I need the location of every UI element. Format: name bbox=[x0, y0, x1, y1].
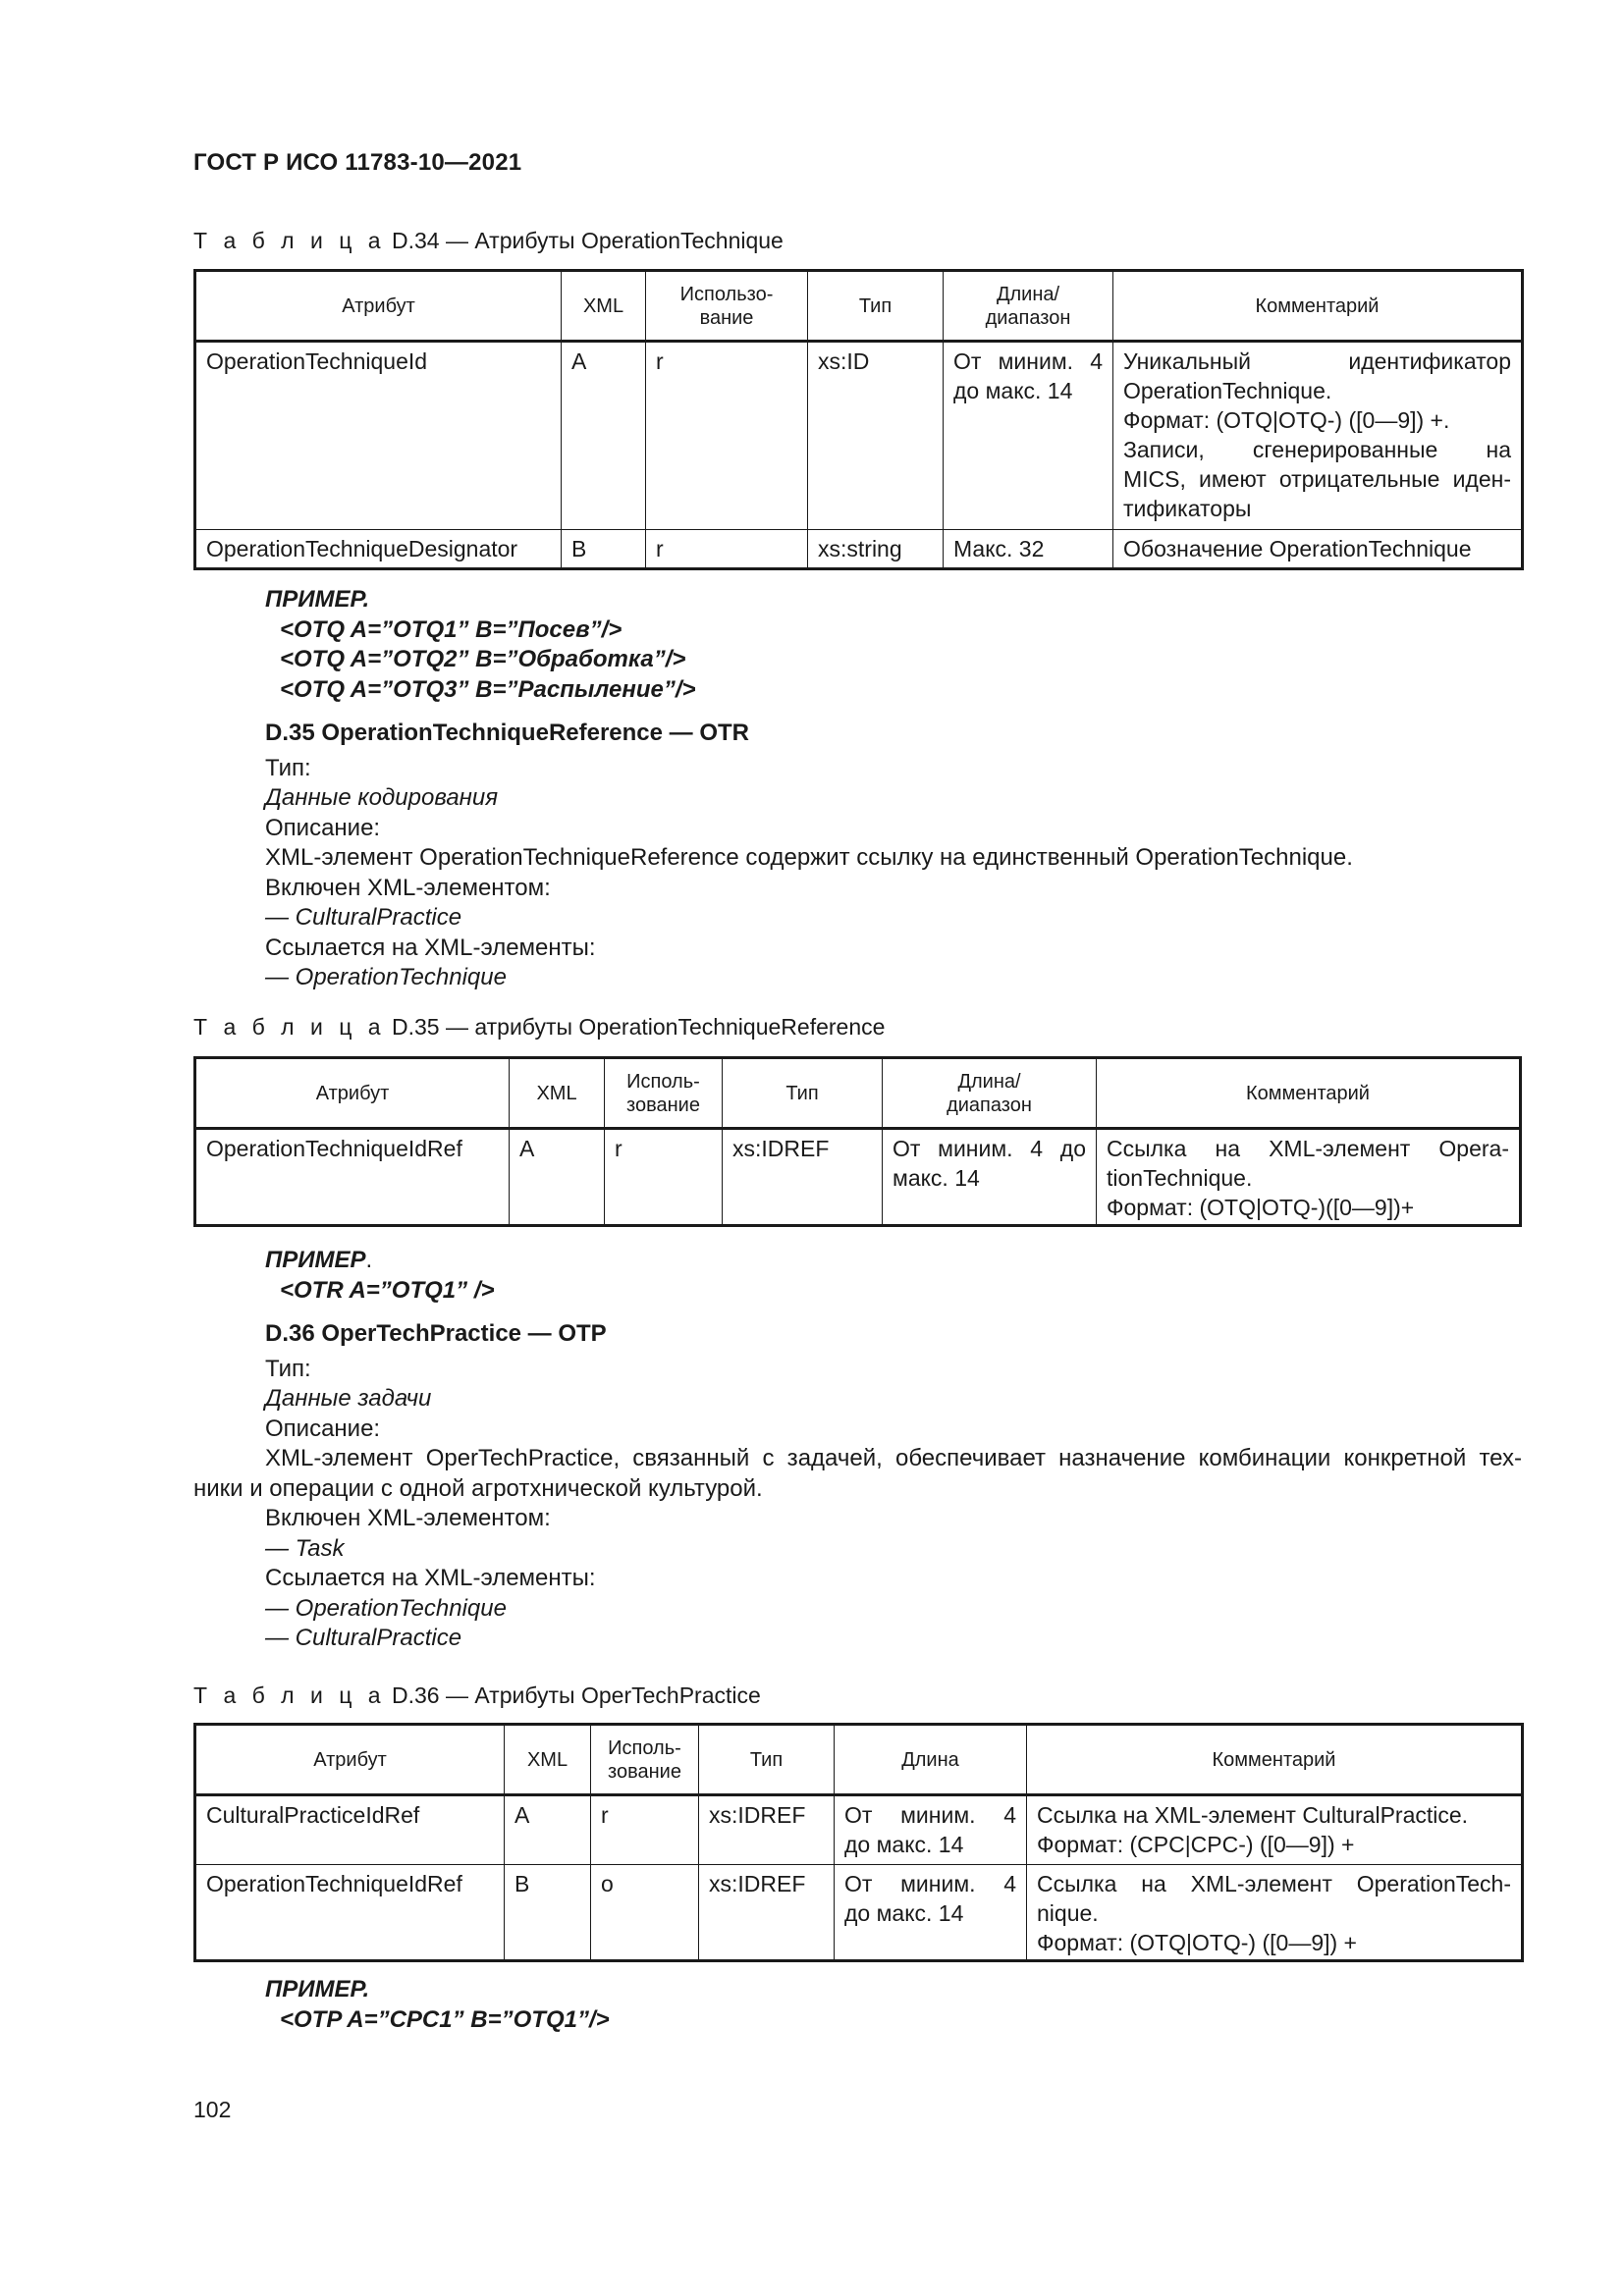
table-header-row bbox=[195, 1058, 1521, 1129]
table-cell: Макс. 32 bbox=[944, 530, 1113, 569]
example-code-line: <OTR A=”OTQ1” /> bbox=[280, 1276, 495, 1304]
col-header: Использо- вание bbox=[646, 271, 808, 342]
table-cell: r bbox=[591, 1795, 699, 1865]
table-cell: A bbox=[510, 1129, 605, 1226]
table-cell-comment: Ссылка на XML-элемент OperationTech- nique. Формат: (OTQ|OTQ-) ([0—9]) + bbox=[1027, 1865, 1523, 1961]
included-label: Включен XML-элементом: bbox=[265, 1505, 551, 1531]
section-text-2: ПРИМЕР. <OTR A=”OTQ1” /> D.36 OperTechPractice — OTP Тип: Данные задачи Описание: XML-элемент OperTechPractice, связанный с задачей, обеспечивает назначение комбинации конкретной тех- ники и операции с одной агротхнической культурой. Включен XML-элементом: — Task Ссылается на XML-элементы: — OperationTechnique — CulturalPractice bbox=[265, 1246, 1522, 1654]
table-caption-d36: Т а б л и ц а D.36 — Атрибуты OperTechPractice bbox=[193, 1682, 761, 1708]
col-header: Атрибут bbox=[195, 1058, 510, 1129]
refs-label: Ссылается на XML-элементы: bbox=[265, 934, 596, 961]
page-number: 102 bbox=[193, 2097, 232, 2122]
table-cell: OperationTechniqueIdRef bbox=[195, 1865, 505, 1961]
table-cell-comment: Ссылка на XML-элемент CulturalPractice. Формат: (CPC|CPC-) ([0—9]) + bbox=[1027, 1795, 1523, 1865]
table-cell: xs:IDREF bbox=[699, 1865, 835, 1961]
type-value: Данные кодирования bbox=[265, 784, 499, 811]
table-cell: o bbox=[591, 1865, 699, 1961]
table-cell: B bbox=[505, 1865, 591, 1961]
col-header: Тип bbox=[808, 271, 944, 342]
col-header: XML bbox=[505, 1725, 591, 1795]
refs-label: Ссылается на XML-элементы: bbox=[265, 1565, 596, 1591]
table-cell: xs:string bbox=[808, 530, 944, 569]
table-cell: A bbox=[505, 1795, 591, 1865]
table-row bbox=[195, 1865, 1523, 1961]
col-header: Длина/ диапазон bbox=[883, 1058, 1097, 1129]
table-row bbox=[195, 1129, 1521, 1226]
col-header: Длина bbox=[835, 1725, 1027, 1795]
table-cell-comment: Ссылка на XML-элемент Opera- tionTechnique. Формат: (OTQ|OTQ-)([0—9])+ bbox=[1097, 1129, 1521, 1226]
col-header: Тип bbox=[699, 1725, 835, 1795]
section-text-1 bbox=[265, 585, 1522, 993]
section-heading-d35: D.35 OperationTechniqueReference — OTR bbox=[265, 720, 749, 746]
section-heading-d36: D.36 OperTechPractice — OTP bbox=[265, 1320, 607, 1347]
type-label: Тип: bbox=[265, 1355, 311, 1382]
table-cell: От миним. 4 до макс. 14 bbox=[835, 1795, 1027, 1865]
table-caption-d35: Т а б л и ц а D.35 — атрибуты OperationTechniqueReference bbox=[193, 1014, 886, 1040]
included-label: Включен XML-элементом: bbox=[265, 874, 551, 901]
col-header: Комментарий bbox=[1097, 1058, 1521, 1129]
col-header: Атрибут bbox=[195, 1725, 505, 1795]
table-row bbox=[195, 1795, 1523, 1865]
table-row bbox=[195, 530, 1523, 569]
table-cell-comment: Уникальный идентификатор OperationTechnique. Формат: (OTQ|OTQ-) ([0—9]) +. Записи, сгенерированные на MICS, имеют отрицательные иден- тификаторы bbox=[1113, 342, 1523, 530]
col-header: Атрибут bbox=[195, 271, 562, 342]
table-cell: Обозначение OperationTechnique bbox=[1113, 530, 1523, 569]
col-header: Исполь- зование bbox=[605, 1058, 723, 1129]
table-d34 bbox=[193, 269, 1524, 570]
example-code-line: <OTQ A=”OTQ1” B=”Посев”/> bbox=[280, 615, 623, 643]
example-label: ПРИМЕР. bbox=[265, 1976, 370, 2002]
table-cell: r bbox=[646, 342, 808, 530]
table-d36 bbox=[193, 1723, 1524, 1962]
example-code-line: <OTQ A=”OTQ3” B=”Распыление”/> bbox=[280, 675, 696, 703]
table-header-row bbox=[195, 271, 1523, 342]
col-header: XML bbox=[510, 1058, 605, 1129]
description-text: XML-элемент OperationTechniqueReference содержит ссылку на единственный OperationTechnique. bbox=[265, 844, 1353, 871]
refs-item: — CulturalPractice bbox=[265, 1625, 462, 1651]
example-label: ПРИМЕР bbox=[265, 1247, 366, 1273]
table-header-row bbox=[195, 1725, 1523, 1795]
description-text-cont: ники и операции с одной агротхнической культурой. bbox=[193, 1474, 763, 1502]
table-caption-d34: Т а б л и ц а D.34 — Атрибуты OperationTechnique bbox=[193, 228, 784, 253]
example-code-line: <OTP A=”CPC1” B=”OTQ1”/> bbox=[280, 2005, 610, 2033]
table-cell: OperationTechniqueDesignator bbox=[195, 530, 562, 569]
col-header: Длина/ диапазон bbox=[944, 271, 1113, 342]
table-cell: CulturalPracticeIdRef bbox=[195, 1795, 505, 1865]
table-cell: От миним. 4 до макс. 14 bbox=[944, 342, 1113, 530]
type-label: Тип: bbox=[265, 754, 311, 781]
description-text: XML-элемент OperTechPractice, связанный с задачей, обеспечивает назначение комбинации конкретной тех- bbox=[265, 1445, 1522, 1471]
table-cell: B bbox=[562, 530, 646, 569]
table-cell: A bbox=[562, 342, 646, 530]
table-cell: xs:IDREF bbox=[723, 1129, 883, 1226]
example-code-line: <OTQ A=”OTQ2” B=”Обработка”/> bbox=[280, 646, 686, 672]
col-header: Комментарий bbox=[1113, 271, 1523, 342]
col-header: Исполь- зование bbox=[591, 1725, 699, 1795]
col-header: Тип bbox=[723, 1058, 883, 1129]
table-cell: OperationTechniqueIdRef bbox=[195, 1129, 510, 1226]
table-cell: r bbox=[605, 1129, 723, 1226]
table-cell: От миним. 4 до макс. 14 bbox=[883, 1129, 1097, 1226]
included-item: — Task bbox=[265, 1534, 345, 1562]
document-header: ГОСТ Р ИСО 11783-10—2021 bbox=[193, 149, 522, 176]
table-cell: xs:IDREF bbox=[699, 1795, 835, 1865]
refs-item: — OperationTechnique bbox=[265, 1594, 507, 1622]
section-text-3 bbox=[265, 1975, 1522, 2035]
description-label: Описание: bbox=[265, 1415, 381, 1442]
table-cell: r bbox=[646, 530, 808, 569]
included-item: — CulturalPractice bbox=[265, 904, 462, 931]
table-row bbox=[195, 342, 1523, 530]
table-d35 bbox=[193, 1056, 1522, 1227]
table-cell: xs:ID bbox=[808, 342, 944, 530]
col-header: XML bbox=[562, 271, 646, 342]
example-label: ПРИМЕР. bbox=[265, 586, 370, 613]
refs-item: — OperationTechnique bbox=[265, 964, 507, 990]
col-header: Комментарий bbox=[1027, 1725, 1523, 1795]
table-cell: От миним. 4 до макс. 14 bbox=[835, 1865, 1027, 1961]
description-label: Описание: bbox=[265, 814, 381, 841]
table-cell: OperationTechniqueId bbox=[195, 342, 562, 530]
type-value: Данные задачи bbox=[265, 1385, 432, 1412]
